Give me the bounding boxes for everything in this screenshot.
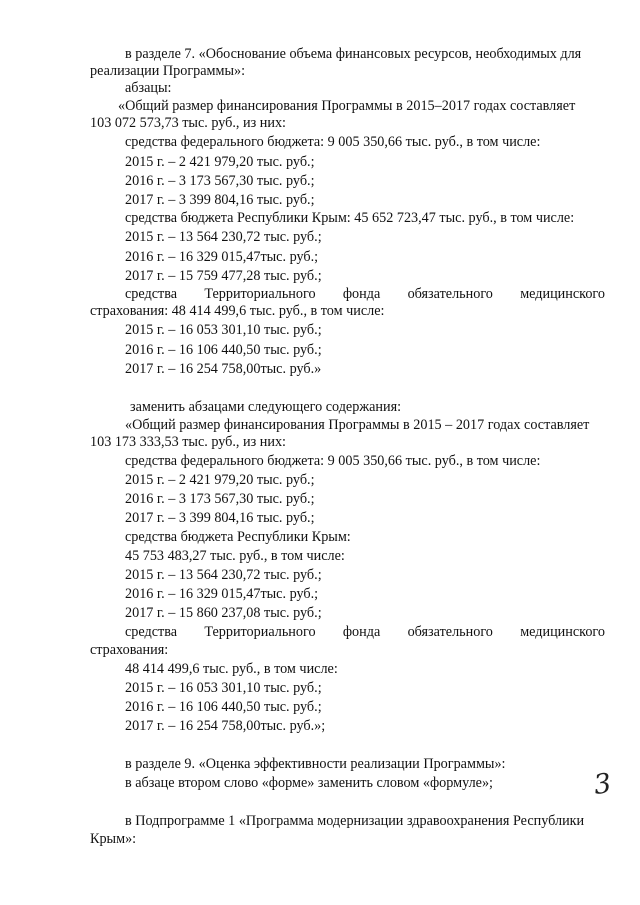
- text-line: 2016 г. – 3 173 567,30 тыс. руб.;: [125, 173, 315, 189]
- page-number: 3: [591, 767, 614, 802]
- text-line: абзацы:: [125, 80, 172, 96]
- text-line: 2015 г. – 2 421 979,20 тыс. руб.;: [125, 154, 315, 170]
- text-line: 2015 г. – 13 564 230,72 тыс. руб.;: [125, 567, 322, 583]
- text-line: Крым»:: [90, 831, 137, 847]
- text-line: средства федерального бюджета: 9 005 350,66 тыс. руб., в том числе:: [125, 134, 541, 150]
- text-line: 48 414 499,6 тыс. руб., в том числе:: [125, 661, 338, 677]
- text-line: средства Территориального фонда обязательного медицинского: [125, 624, 605, 640]
- text-line: 2016 г. – 16 106 440,50 тыс. руб.;: [125, 699, 322, 715]
- text-line: заменить абзацами следующего содержания:: [130, 399, 402, 415]
- text-line: средства бюджета Республики Крым: 45 652 723,47 тыс. руб., в том числе:: [125, 210, 575, 226]
- text-line: 45 753 483,27 тыс. руб., в том числе:: [125, 548, 345, 564]
- text-line: «Общий размер финансирования Программы в 2015 – 2017 годах составляет: [125, 417, 590, 433]
- text-line: в Подпрограмме 1 «Программа модернизации здравоохранения Республики: [125, 813, 585, 829]
- text-line: 2015 г. – 16 053 301,10 тыс. руб.;: [125, 322, 322, 338]
- text-line: 2015 г. – 2 421 979,20 тыс. руб.;: [125, 472, 315, 488]
- text-line: 2015 г. – 13 564 230,72 тыс. руб.;: [125, 229, 322, 245]
- text-line: 2016 г. – 16 106 440,50 тыс. руб.;: [125, 342, 322, 358]
- text-line: 2016 г. – 16 329 015,47тыс. руб.;: [125, 586, 319, 602]
- text-line: страхования:: [90, 642, 169, 658]
- text-line: 2016 г. – 3 173 567,30 тыс. руб.;: [125, 491, 315, 507]
- text-line: в разделе 7. «Обоснование объема финансовых ресурсов, необходимых для: [125, 46, 582, 62]
- text-line: 2017 г. – 3 399 804,16 тыс. руб.;: [125, 510, 315, 526]
- text-line: в абзаце втором слово «форме» заменить словом «формуле»;: [125, 775, 494, 791]
- text-line: 2017 г. – 15 759 477,28 тыс. руб.;: [125, 268, 322, 284]
- text-line: 103 072 573,73 тыс. руб., из них:: [90, 115, 286, 131]
- text-line: реализации Программы»:: [90, 63, 246, 79]
- text-line: в разделе 9. «Оценка эффективности реализации Программы»:: [125, 756, 506, 772]
- text-line: страхования: 48 414 499,6 тыс. руб., в том числе:: [90, 303, 385, 319]
- text-line: 2017 г. – 16 254 758,00тыс. руб.»;: [125, 718, 326, 734]
- text-line: 2017 г. – 16 254 758,00тыс. руб.»: [125, 361, 322, 377]
- text-line: 103 173 333,53 тыс. руб., из них:: [90, 434, 286, 450]
- text-line: средства Территориального фонда обязательного медицинского: [125, 286, 605, 302]
- text-line: средства бюджета Республики Крым:: [125, 529, 351, 545]
- text-line: 2017 г. – 15 860 237,08 тыс. руб.;: [125, 605, 322, 621]
- text-line: средства федерального бюджета: 9 005 350,66 тыс. руб., в том числе:: [125, 453, 541, 469]
- text-line: «Общий размер финансирования Программы в 2015–2017 годах составляет: [118, 98, 576, 114]
- text-line: 2017 г. – 3 399 804,16 тыс. руб.;: [125, 192, 315, 208]
- text-line: 2015 г. – 16 053 301,10 тыс. руб.;: [125, 680, 322, 696]
- text-line: 2016 г. – 16 329 015,47тыс. руб.;: [125, 249, 319, 265]
